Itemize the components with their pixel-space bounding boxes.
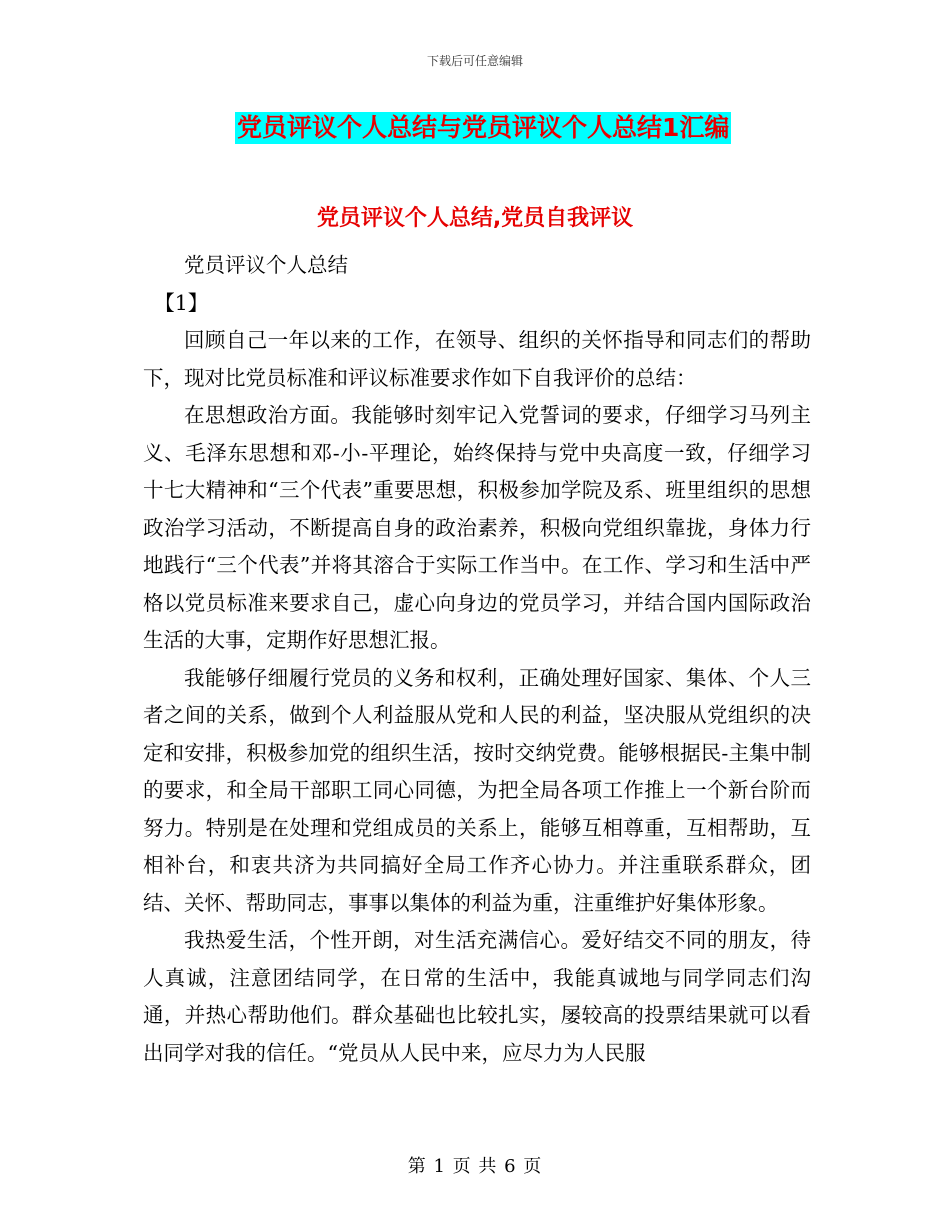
body-paragraph: 我热爱生活，个性开朗，对生活充满信心。爱好结交不同的朋友，待人真诚，注意团结同学，在日常的生活中，我能真诚地与同学同志们沟通，并热心帮助他们。群众基础也比较扎实，屡较高的投票结果就可以看出同学对我的信任。“党员从人民中来，应尽力为人民服 — [143, 928, 811, 1065]
body-paragraph: 回顾自己一年以来的工作，在领导、组织的关怀指导和同志们的帮助下，现对比党员标准和评议标准要求作如下自我评价的总结： — [143, 328, 811, 390]
body-paragraph: 我能够仔细履行党员的义务和权利，正确处理好国家、集体、个人三者之间的关系，做到个人利益服从党和人民的利益，坚决服从党组织的决定和安排，积极参加党的组织生活，按时交纳党费。能够根据民-主集中制的要求，和全局干部职工同心同德，为把全局各项工作推上一个新台阶而努力。特别是在处理和党组成员的关系上，能够互相尊重，互相帮助，互相补台，和衷共济为共同搞好全局工作齐心协力。并注重联系群众，团结、关怀、帮助同志，事事以集体的利益为重，注重维护好集体形象。 — [143, 665, 811, 915]
document-subtitle: 党员评议个人总结,党员自我评议 — [316, 206, 634, 231]
body-paragraph: 在思想政治方面。我能够时刻牢记入党誓词的要求，仔细学习马列主义、毛泽东思想和邓-小-平理论，始终保持与党中央高度一致，仔细学习十七大精神和“三个代表”重要思想，积极参加学院及系、班里组织的思想政治学习活动，不断提高自身的政治素养，积极向党组织靠拢，身体力行地践行“三个代表”并将其溶合于实际工作当中。在工作、学习和生活中严格以党员标准来要求自己，虚心向身边的党员学习，并结合国内国际政治生活的大事，定期作好思想汇报。 — [143, 403, 811, 652]
document-title: 党员评议个人总结与党员评议个人总结1汇编 — [237, 113, 730, 142]
page-footer-number: 第 1 页 共 6 页 — [407, 1156, 543, 1177]
section-label: 党员评议个人总结 — [184, 253, 348, 277]
section-marker: 【1】 — [154, 290, 209, 315]
page-header-note: 下载后可任意编辑 — [426, 54, 523, 68]
document-body — [143, 247, 811, 1072]
